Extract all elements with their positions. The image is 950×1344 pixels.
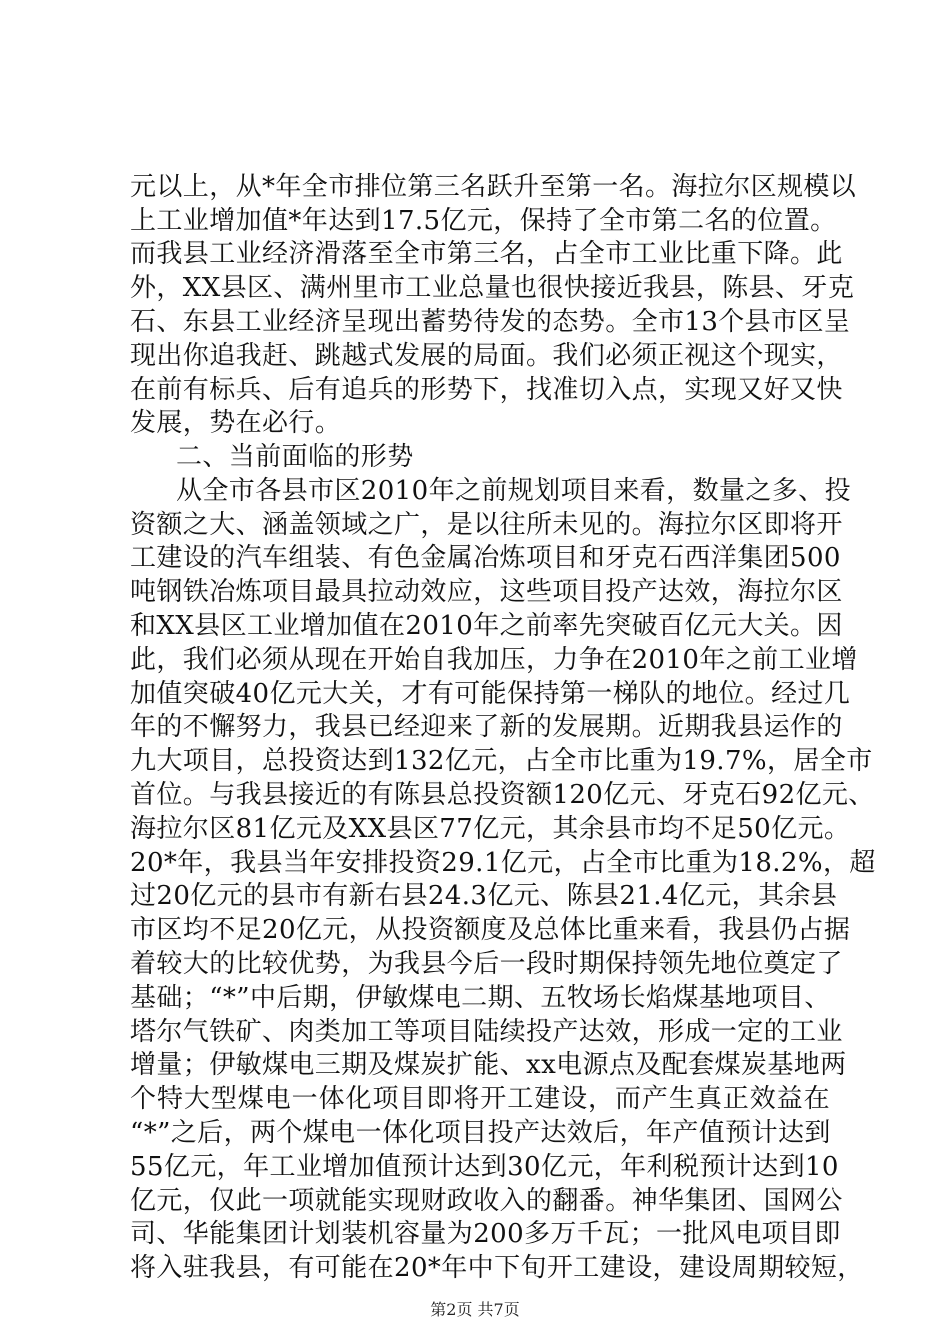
section-heading: 二、当前面临的形势: [176, 442, 414, 472]
text-line: 在前有标兵、后有追兵的形势下，找准切入点，实现又好又快: [130, 375, 843, 405]
text-line: 上工业增加值*年达到17.5亿元，保持了全市第二名的位置。: [130, 206, 837, 236]
text-line: 和XX县区工业增加值在2010年之前率先突破百亿元大关。因: [130, 611, 843, 641]
text-line: 增量；伊敏煤电三期及煤炭扩能、xx电源点及配套煤炭基地两: [130, 1050, 847, 1080]
text-line: “*”之后，两个煤电一体化项目投产达效后，年产值预计达到: [130, 1118, 831, 1148]
text-line: 加值突破40亿元大关，才有可能保持第一梯队的地位。经过几: [130, 679, 851, 709]
page-footer: 第2页 共7页: [430, 1300, 520, 1319]
text-line: 外，XX县区、满州里市工业总量也很快接近我县，陈县、牙克: [130, 273, 855, 303]
text-line: 吨钢铁冶炼项目最具拉动效应，这些项目投产达效，海拉尔区: [130, 577, 843, 607]
text-line: 着较大的比较优势，为我县今后一段时期保持领先地位奠定了: [130, 949, 843, 979]
text-line: 将入驻我县，有可能在20*年中下旬开工建设，建设周期较短，: [130, 1253, 864, 1283]
text-line: 年的不懈努力，我县已经迎来了新的发展期。近期我县运作的: [130, 712, 843, 742]
text-line: 基础；“*”中后期，伊敏煤电二期、五牧场长焰煤基地项目、: [130, 983, 831, 1013]
text-line: 塔尔气铁矿、肉类加工等项目陆续投产达效，形成一定的工业: [130, 1017, 843, 1047]
text-line: 从全市各县市区2010年之前规划项目来看，数量之多、投: [176, 476, 851, 506]
text-line: 海拉尔区81亿元及XX县区77亿元，其余县市均不足50亿元。: [130, 814, 851, 844]
text-line: 石、东县工业经济呈现出蓄势待发的态势。全市13个县市区呈: [130, 307, 851, 337]
text-line: 资额之大、涵盖领域之广，是以往所未见的。海拉尔区即将开: [130, 510, 843, 540]
text-line: 发展，势在必行。: [130, 408, 342, 438]
text-line: 元以上，从*年全市排位第三名跃升至第一名。海拉尔区规模以: [130, 172, 857, 202]
text-line: 此，我们必须从现在开始自我加压，力争在2010年之前工业增: [130, 645, 858, 675]
text-line: 现出你追我赶、跳越式发展的局面。我们必须正视这个现实，: [130, 341, 843, 371]
text-line: 55亿元，年工业增加值预计达到30亿元，年利税预计达到10: [130, 1152, 839, 1182]
text-line: 工建设的汽车组装、有色金属冶炼项目和牙克石西洋集团500: [130, 543, 841, 573]
text-line: 亿元，仅此一项就能实现财政收入的翻番。神华集团、国网公: [130, 1186, 843, 1216]
text-line: 司、华能集团计划装机容量为200多万千瓦；一批风电项目即: [130, 1219, 841, 1249]
text-line: 市区均不足20亿元，从投资额度及总体比重来看，我县仍占据: [130, 915, 851, 945]
text-line: 首位。与我县接近的有陈县总投资额120亿元、牙克石92亿元、: [130, 780, 875, 810]
text-line: 九大项目，总投资达到132亿元，占全市比重为19.7%，居全市: [130, 746, 873, 776]
text-line: 而我县工业经济滑落至全市第三名，占全市工业比重下降。此: [130, 239, 843, 269]
text-line: 20*年，我县当年安排投资29.1亿元，占全市比重为18.2%，超: [130, 848, 876, 878]
text-line: 过20亿元的县市有新右县24.3亿元、陈县21.4亿元，其余县: [130, 881, 838, 911]
text-line: 个特大型煤电一体化项目即将开工建设，而产生真正效益在: [130, 1084, 830, 1114]
